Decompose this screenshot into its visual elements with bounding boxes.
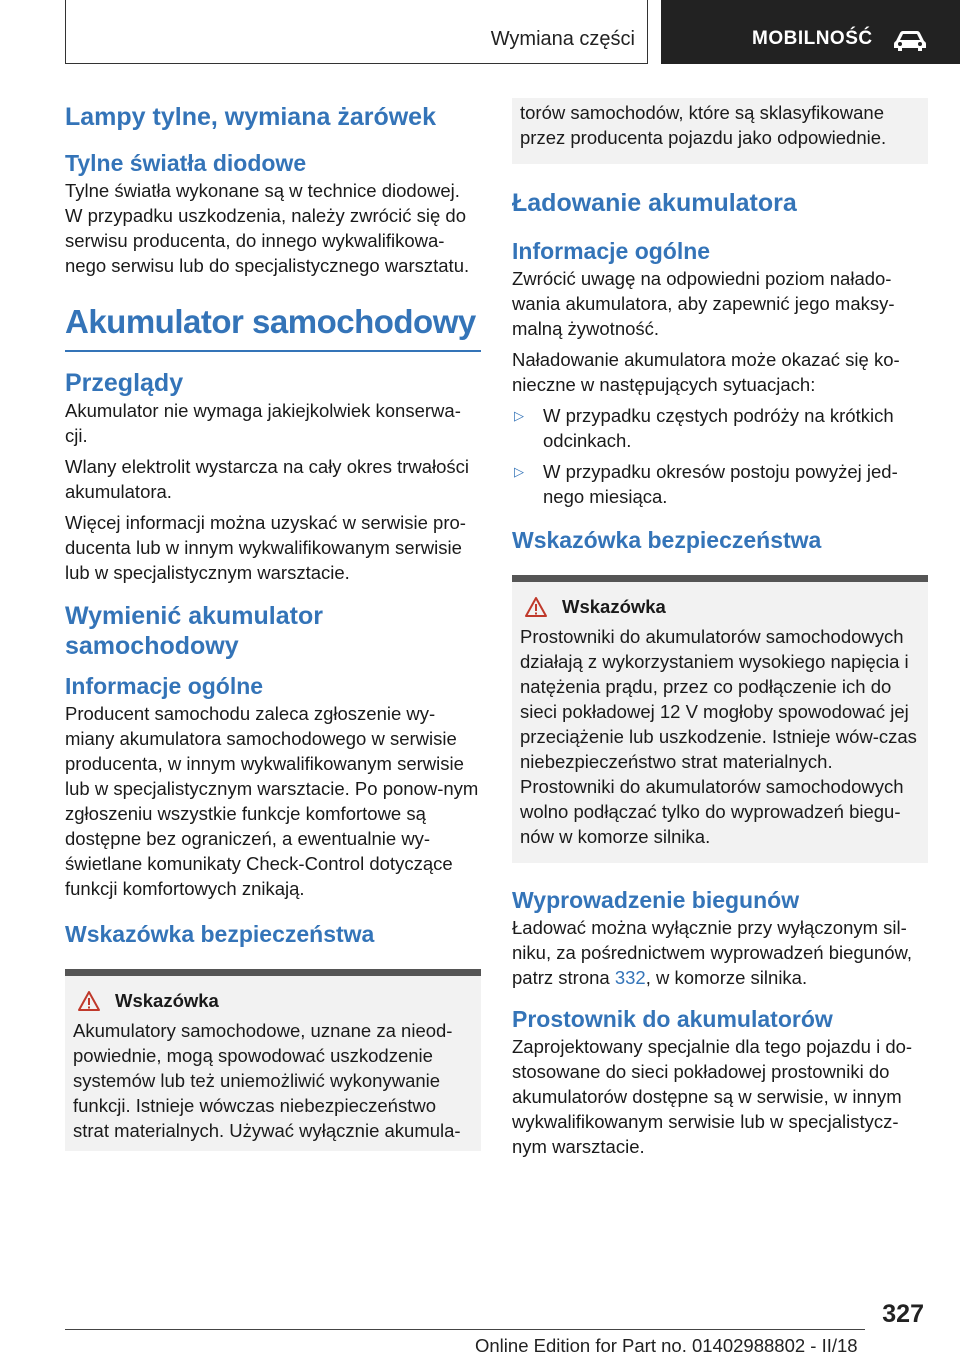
warning-box-continued xyxy=(512,98,928,164)
car-icon xyxy=(893,30,927,52)
paragraph-inspect-2: Wlany elektrolit wystarcza na cały okres trwałości akumulatora. xyxy=(65,456,470,502)
list-item-text: W przypadku częstych podróży na krótkich odcinkach. xyxy=(543,405,894,451)
paragraph-poles-text-a: Ładować można wyłącznie przy wyłączonym sil-niku, za pośrednictwem wyprowadzeń biegunów, patrz strona xyxy=(512,917,913,988)
heading-safety-note: Wskazówka bezpieczeństwa xyxy=(65,921,375,947)
warning-title-text: Wskazówka xyxy=(115,990,219,1011)
warning-box xyxy=(65,969,481,1151)
paragraph-inspect-3: Więcej informacji można uzyskać w serwisie pro-ducenta lub w innym wykwalifikowanym serwisie lub w specjalistycznym warsztacie. xyxy=(65,512,466,583)
warning-text-2: Prostowniki do akumulatorów samochodowych działają z wykorzystaniem wysokiego napięcia i natężenia prądu, przez co podłączenie ich do sieci pokładowej 12 V mogłoby spowodować jej przeciążenie lub uszkodzenie. Istnieje wów-czas niebezpieczeństwo strat materialnych. Prostowniki do akumulatorów samochodowych wolno podłączać tylko do wyprowadzeń biegu-nów w komorze silnika. xyxy=(520,626,917,847)
paragraph-charging-2: Naładowanie akumulatora może okazać się ko-nieczne w następujących sytuacjach: xyxy=(512,349,900,395)
paragraph-led: Tylne światła wykonane są w technice diodowej. W przypadku uszkodzenia, należy zwrócić się do serwisu producenta, do innego wykwalifikowa-nego serwisu lub do specjalistycznego warsztatu. xyxy=(65,180,470,276)
heading-inspections: Przeglądy xyxy=(65,369,184,397)
heading-general-info: Informacje ogólne xyxy=(65,673,264,699)
warning-title xyxy=(73,988,473,1014)
paragraph-general: Producent samochodu zaleca zgłoszenie wy-miany akumulatora samochodowego w serwisie producenta, w innym wykwalifikowanym serwisie lub w specjalistycznym warsztacie. Po ponow-nym zgłoszeniu wszystkie funkcje komfortowe są dostępne bez ograniczeń, a ewentualnie wy-świetlane komunikaty Check-Control dotyczące funkcji komfortowych znikają. xyxy=(65,703,479,899)
warning-icon xyxy=(524,596,548,618)
header-section-title: Wymiana części xyxy=(490,28,635,50)
heading-rear-lamps: Lampy tylne, wymiana żarówek xyxy=(65,103,436,131)
left-column xyxy=(65,98,481,1151)
list-item xyxy=(512,403,928,453)
paragraph-poles xyxy=(512,915,928,990)
page-link-332[interactable]: 332 xyxy=(614,967,646,988)
triangle-bullet-icon: ▷ xyxy=(514,408,524,423)
header-section-box xyxy=(65,0,648,64)
warning-box-2 xyxy=(512,575,928,863)
heading-replace-battery: Wymienić akumulator samochodowy xyxy=(65,602,323,660)
heading-pole-terminals: Wyprowadzenie biegunów xyxy=(512,887,800,913)
triangle-bullet-icon: ▷ xyxy=(514,464,524,479)
list-item-text: W przypadku okresów postoju powyżej jed-nego miesiąca. xyxy=(543,461,898,507)
warning-title-2 xyxy=(520,594,920,620)
footer-edition: Online Edition for Part no. 01402988802 - II/18 xyxy=(475,1335,858,1356)
heading-car-battery: Akumulator samochodowy xyxy=(65,300,481,352)
page-number: 327 xyxy=(882,1300,924,1328)
paragraph-inspect-1: Akumulator nie wymaga jakiejkolwiek konserwa-cji. xyxy=(65,400,461,446)
warning-text-continued: torów samochodów, które są sklasyfikowane przez producenta pojazdu jako odpowiednie. xyxy=(520,102,887,148)
paragraph-charger: Zaprojektowany specjalnie dla tego pojazdu i do-stosowane do sieci pokładowej prostowniki do akumulatorów dostępne są w serwisie, w innym wykwalifikowanym serwisie lub w specjalistycz-nym warsztacie. xyxy=(512,1036,913,1157)
warning-text: Akumulatory samochodowe, uznane za nieod-powiednie, mogą spowodować uszkodzenie systemów lub też uniemożliwić wykonywanie funkcji. Istnieje wówczas niebezpieczeństwo strat materialnych. Używać wyłącznie akumula- xyxy=(73,1020,461,1141)
warning-icon xyxy=(77,990,101,1012)
heading-charging: Ładowanie akumulatora xyxy=(512,189,797,217)
paragraph-charging-1: Zwrócić uwagę na odpowiedni poziom nałado-wania akumulatora, aby zapewnić jego maksy-malną żywotność. xyxy=(512,268,895,339)
heading-led-lights: Tylne światła diodowe xyxy=(65,150,307,176)
paragraph-poles-text-b: , w komorze silnika. xyxy=(645,967,808,988)
list-item xyxy=(512,459,928,509)
footer-rule xyxy=(65,1329,865,1330)
heading-general-info-2: Informacje ogólne xyxy=(512,238,711,264)
heading-safety-note-2: Wskazówka bezpieczeństwa xyxy=(512,527,822,553)
heading-battery-charger: Prostownik do akumulatorów xyxy=(512,1006,833,1032)
header-category-label: MOBILNOŚĆ xyxy=(752,28,873,49)
right-column xyxy=(512,98,928,1165)
warning-title-text: Wskazówka xyxy=(562,596,666,617)
